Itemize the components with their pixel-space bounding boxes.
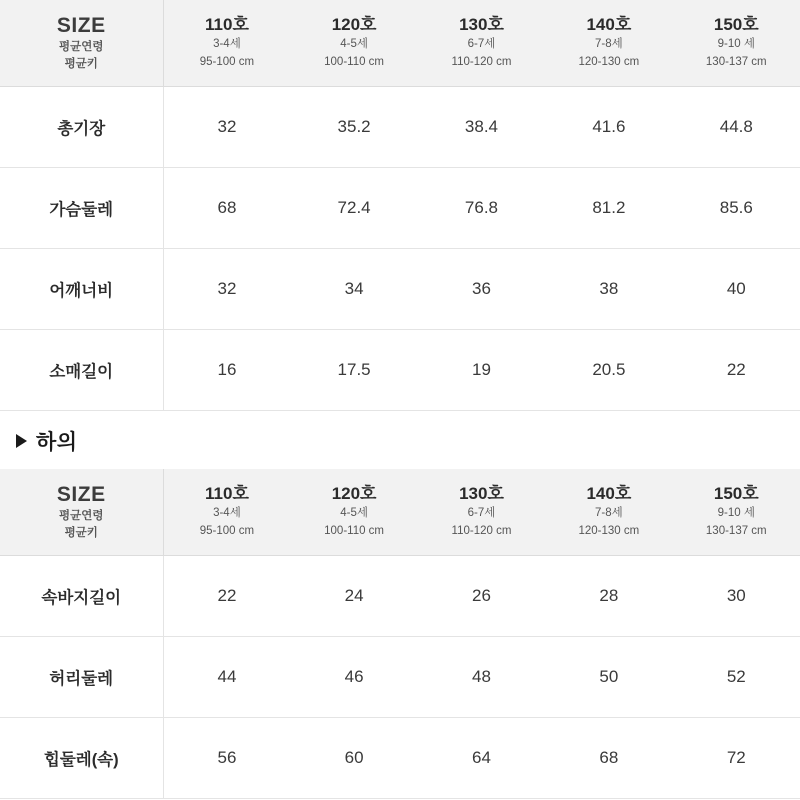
column-height: 100-110 cm (324, 56, 385, 69)
column-title: 110호 (205, 15, 249, 35)
table-cell: 60 (290, 718, 417, 799)
table-cell: 34 (290, 249, 417, 330)
header-column-120 (290, 469, 417, 556)
column-title: 140호 (586, 15, 632, 35)
table-cell: 24 (290, 556, 417, 637)
row-label: 속바지길이 (0, 556, 163, 637)
column-height: 120-130 cm (578, 56, 640, 69)
column-age: 9-10 세 (717, 507, 755, 520)
table-cell: 68 (163, 168, 290, 249)
table-cell: 35.2 (290, 87, 417, 168)
table-cell: 32 (163, 87, 290, 168)
header-column-140 (545, 469, 672, 556)
column-title: 150호 (713, 15, 759, 35)
column-age: 6-7세 (467, 507, 496, 520)
table-cell: 52 (673, 637, 800, 718)
column-title: 150호 (713, 484, 759, 504)
header-column-150 (673, 0, 800, 87)
column-title: 110호 (205, 484, 249, 504)
header-size-cell (0, 0, 163, 87)
table-cell: 17.5 (290, 330, 417, 411)
table-cell: 44.8 (673, 87, 800, 168)
column-height: 130-137 cm (705, 525, 767, 538)
table-cell: 38.4 (418, 87, 545, 168)
table-cell: 56 (163, 718, 290, 799)
row-label: 소매길이 (0, 330, 163, 411)
table-cell: 26 (418, 556, 545, 637)
row-label: 가슴둘레 (0, 168, 163, 249)
column-title: 120호 (331, 15, 377, 35)
table-cell: 50 (545, 637, 672, 718)
column-age: 6-7세 (467, 38, 496, 51)
table-cell: 32 (163, 249, 290, 330)
table-cell: 44 (163, 637, 290, 718)
table-cell: 28 (545, 556, 672, 637)
column-height: 95-100 cm (199, 56, 255, 69)
header-column-130 (418, 0, 545, 87)
table-row (0, 556, 800, 637)
row-label: 총기장 (0, 87, 163, 168)
column-age: 3-4세 (213, 38, 241, 51)
column-age: 4-5세 (340, 507, 368, 520)
column-title: 120호 (331, 484, 377, 504)
column-height: 100-110 cm (324, 525, 385, 538)
avg-age-label: 평균연령 (59, 40, 104, 53)
column-age: 7-8세 (595, 38, 623, 51)
table-cell: 36 (418, 249, 545, 330)
column-height: 110-120 cm (451, 525, 512, 538)
table-cell: 41.6 (545, 87, 672, 168)
avg-height-label: 평균키 (64, 58, 98, 71)
column-height: 95-100 cm (199, 525, 255, 538)
table-cell: 46 (290, 637, 417, 718)
header-column-140 (545, 0, 672, 87)
triangle-right-icon (16, 434, 27, 448)
size-word: SIZE (56, 13, 106, 37)
table-row (0, 87, 800, 168)
column-height: 130-137 cm (705, 56, 767, 69)
table-row (0, 168, 800, 249)
table-cell: 68 (545, 718, 672, 799)
size-table-bottom (0, 469, 800, 799)
size-word: SIZE (56, 482, 106, 506)
row-label: 어깨너비 (0, 249, 163, 330)
table-cell: 48 (418, 637, 545, 718)
section-heading-bottoms (0, 411, 800, 469)
table-cell: 76.8 (418, 168, 545, 249)
table-cell: 38 (545, 249, 672, 330)
avg-height-label: 평균키 (64, 527, 98, 540)
table-row (0, 330, 800, 411)
table-cell: 64 (418, 718, 545, 799)
table-cell: 40 (673, 249, 800, 330)
table-row (0, 637, 800, 718)
table-row (0, 249, 800, 330)
column-age: 3-4세 (213, 507, 241, 520)
row-label: 허리둘레 (0, 637, 163, 718)
table-cell: 16 (163, 330, 290, 411)
table-cell: 72.4 (290, 168, 417, 249)
column-height: 110-120 cm (451, 56, 512, 69)
table-cell: 85.6 (673, 168, 800, 249)
table-cell: 30 (673, 556, 800, 637)
avg-age-label: 평균연령 (59, 509, 104, 522)
header-column-110 (163, 469, 290, 556)
row-label: 힙둘레(속) (0, 718, 163, 799)
column-title: 140호 (586, 484, 632, 504)
table-cell: 81.2 (545, 168, 672, 249)
table-row (0, 718, 800, 799)
table-header-row (0, 469, 800, 556)
table-cell: 19 (418, 330, 545, 411)
table-header-row (0, 0, 800, 87)
header-column-130 (418, 469, 545, 556)
table-cell: 20.5 (545, 330, 672, 411)
column-height: 120-130 cm (578, 525, 640, 538)
column-age: 9-10 세 (717, 38, 755, 51)
table-cell: 22 (673, 330, 800, 411)
header-column-110 (163, 0, 290, 87)
table-cell: 22 (163, 556, 290, 637)
section-title: 하의 (36, 431, 78, 454)
header-size-cell (0, 469, 163, 556)
table-cell: 72 (673, 718, 800, 799)
header-column-120 (290, 0, 417, 87)
column-age: 7-8세 (595, 507, 623, 520)
column-title: 130호 (459, 15, 504, 35)
column-age: 4-5세 (340, 38, 368, 51)
column-title: 130호 (459, 484, 504, 504)
header-column-150 (673, 469, 800, 556)
